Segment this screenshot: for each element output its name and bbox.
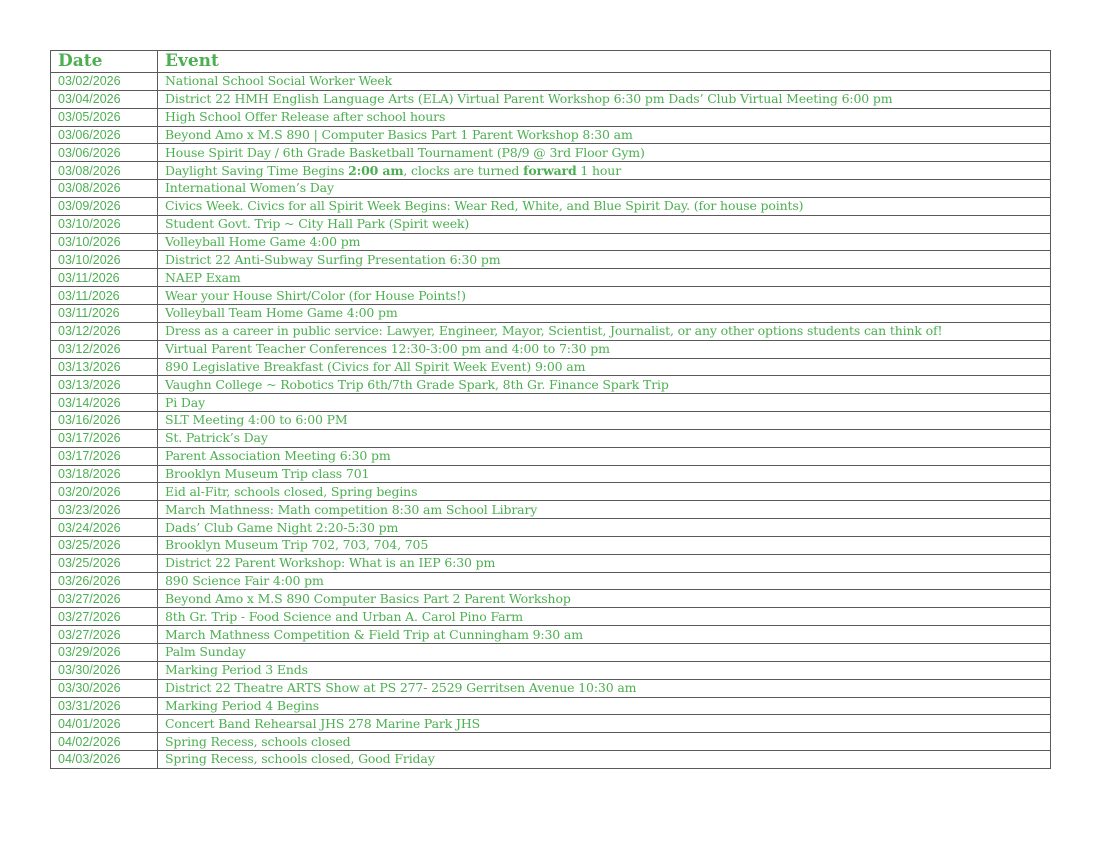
table-row bbox=[51, 715, 1051, 733]
event-text: Virtual Parent Teacher Conferences 12:30-3:00 pm and 4:00 to 7:30 pm bbox=[165, 341, 610, 357]
event-text: Eid al-Fitr, schools closed, Spring begins bbox=[165, 483, 418, 499]
event-date-cell: 03/10/2026 bbox=[51, 233, 158, 251]
event-description-cell bbox=[158, 679, 1051, 697]
table-row bbox=[51, 536, 1051, 554]
event-text: Parent Association Meeting 6:30 pm bbox=[165, 448, 391, 464]
event-text: Wear your House Shirt/Color (for House Points!) bbox=[165, 287, 466, 303]
table-row bbox=[51, 180, 1051, 198]
event-date-cell: 03/11/2026 bbox=[51, 287, 158, 305]
event-date-cell: 03/31/2026 bbox=[51, 697, 158, 715]
event-date-cell: 03/16/2026 bbox=[51, 412, 158, 430]
event-date-cell: 03/06/2026 bbox=[51, 126, 158, 144]
table-row bbox=[51, 483, 1051, 501]
event-description-cell bbox=[158, 554, 1051, 572]
event-date-cell: 03/17/2026 bbox=[51, 447, 158, 465]
table-row bbox=[51, 501, 1051, 519]
event-text: Volleyball Team Home Game 4:00 pm bbox=[165, 305, 398, 321]
event-description-cell bbox=[158, 251, 1051, 269]
event-text: Brooklyn Museum Trip 702, 703, 704, 705 bbox=[165, 537, 429, 553]
table-row bbox=[51, 287, 1051, 305]
event-description-cell bbox=[158, 73, 1051, 91]
event-text: Vaughn College ~ Robotics Trip 6th/7th Grade Spark, 8th Gr. Finance Spark Trip bbox=[165, 376, 669, 392]
event-description-cell bbox=[158, 376, 1051, 394]
event-text: High School Offer Release after school hours bbox=[165, 109, 446, 125]
event-description-cell bbox=[158, 215, 1051, 233]
event-column-header: Event bbox=[158, 51, 1051, 73]
event-text: SLT Meeting 4:00 to 6:00 PM bbox=[165, 412, 348, 428]
event-text: House Spirit Day / 6th Grade Basketball Tournament (P8/9 @ 3rd Floor Gym) bbox=[165, 144, 645, 160]
event-text: Brooklyn Museum Trip class 701 bbox=[165, 465, 370, 481]
event-description-cell bbox=[158, 536, 1051, 554]
table-row bbox=[51, 572, 1051, 590]
event-date-cell: 03/13/2026 bbox=[51, 376, 158, 394]
table-header-row bbox=[51, 51, 1051, 73]
event-date-cell: 03/27/2026 bbox=[51, 590, 158, 608]
event-description-cell bbox=[158, 697, 1051, 715]
event-text: 890 Legislative Breakfast (Civics for All Spirit Week Event) 9:00 am bbox=[165, 358, 586, 374]
event-text: Beyond Amo x M.S 890 Computer Basics Part 2 Parent Workshop bbox=[165, 590, 571, 606]
event-date-cell: 03/10/2026 bbox=[51, 251, 158, 269]
event-text: March Mathness Competition & Field Trip at Cunningham 9:30 am bbox=[165, 626, 583, 642]
event-date-cell: 03/18/2026 bbox=[51, 465, 158, 483]
event-date-cell: 03/26/2026 bbox=[51, 572, 158, 590]
event-date-cell: 03/05/2026 bbox=[51, 108, 158, 126]
event-text: NAEP Exam bbox=[165, 269, 241, 285]
events-calendar-sheet bbox=[50, 50, 1050, 769]
event-date-cell: 03/20/2026 bbox=[51, 483, 158, 501]
table-row bbox=[51, 269, 1051, 287]
event-text: Spring Recess, schools closed, Good Friday bbox=[165, 751, 435, 767]
event-date-cell: 04/01/2026 bbox=[51, 715, 158, 733]
event-text: District 22 Anti-Subway Surfing Presentation 6:30 pm bbox=[165, 251, 501, 267]
table-row bbox=[51, 751, 1051, 769]
table-row bbox=[51, 251, 1051, 269]
event-date-cell: 03/12/2026 bbox=[51, 322, 158, 340]
event-description-cell bbox=[158, 733, 1051, 751]
event-description-cell bbox=[158, 661, 1051, 679]
event-text: Daylight Saving Time Begins bbox=[165, 162, 349, 178]
event-description-cell bbox=[158, 126, 1051, 144]
event-text: Dress as a career in public service: Lawyer, Engineer, Mayor, Scientist, Journalist, or any other options students can think of! bbox=[165, 323, 943, 339]
event-text: District 22 HMH English Language Arts (ELA) Virtual Parent Workshop 6:30 pm Dads’ Club Virtual Meeting 6:00 pm bbox=[165, 91, 893, 107]
event-text: Student Govt. Trip ~ City Hall Park (Spirit week) bbox=[165, 216, 470, 232]
event-text-emphasis: forward bbox=[523, 162, 577, 178]
event-description-cell bbox=[158, 287, 1051, 305]
table-row bbox=[51, 608, 1051, 626]
event-date-cell: 03/30/2026 bbox=[51, 661, 158, 679]
event-description-cell bbox=[158, 751, 1051, 769]
event-text: Palm Sunday bbox=[165, 644, 246, 660]
event-date-cell: 03/08/2026 bbox=[51, 180, 158, 198]
event-date-cell: 03/25/2026 bbox=[51, 536, 158, 554]
table-row bbox=[51, 340, 1051, 358]
table-row bbox=[51, 144, 1051, 162]
event-text: 1 hour bbox=[576, 162, 622, 178]
table-row bbox=[51, 644, 1051, 662]
event-description-cell bbox=[158, 340, 1051, 358]
event-text: Volleyball Home Game 4:00 pm bbox=[165, 234, 361, 250]
table-row bbox=[51, 108, 1051, 126]
event-text: Marking Period 3 Ends bbox=[165, 662, 308, 678]
event-description-cell bbox=[158, 608, 1051, 626]
table-row bbox=[51, 465, 1051, 483]
event-description-cell bbox=[158, 180, 1051, 198]
event-date-cell: 03/12/2026 bbox=[51, 340, 158, 358]
table-row bbox=[51, 697, 1051, 715]
event-description-cell bbox=[158, 412, 1051, 430]
event-date-cell: 03/23/2026 bbox=[51, 501, 158, 519]
event-text: 890 Science Fair 4:00 pm bbox=[165, 573, 324, 589]
table-row bbox=[51, 412, 1051, 430]
event-date-cell: 04/03/2026 bbox=[51, 751, 158, 769]
event-description-cell bbox=[158, 90, 1051, 108]
event-date-cell: 03/17/2026 bbox=[51, 429, 158, 447]
event-description-cell bbox=[158, 644, 1051, 662]
table-row bbox=[51, 554, 1051, 572]
event-date-cell: 03/25/2026 bbox=[51, 554, 158, 572]
event-description-cell bbox=[158, 501, 1051, 519]
event-text: March Mathness: Math competition 8:30 am School Library bbox=[165, 501, 538, 517]
event-text: National School Social Worker Week bbox=[165, 73, 393, 89]
event-date-cell: 03/24/2026 bbox=[51, 519, 158, 537]
event-text: Dads’ Club Game Night 2:20-5:30 pm bbox=[165, 519, 399, 535]
events-table-body bbox=[51, 73, 1051, 769]
event-text: Concert Band Rehearsal JHS 278 Marine Park JHS bbox=[165, 715, 481, 731]
event-description-cell bbox=[158, 465, 1051, 483]
table-row bbox=[51, 322, 1051, 340]
table-row bbox=[51, 73, 1051, 91]
event-date-cell: 03/11/2026 bbox=[51, 269, 158, 287]
event-description-cell bbox=[158, 269, 1051, 287]
table-row bbox=[51, 304, 1051, 322]
table-row bbox=[51, 447, 1051, 465]
event-date-cell: 03/30/2026 bbox=[51, 679, 158, 697]
table-row bbox=[51, 197, 1051, 215]
event-description-cell bbox=[158, 394, 1051, 412]
event-description-cell bbox=[158, 483, 1051, 501]
event-description-cell bbox=[158, 197, 1051, 215]
event-description-cell bbox=[158, 447, 1051, 465]
event-text: , clocks are turned bbox=[403, 162, 524, 178]
table-row bbox=[51, 126, 1051, 144]
event-date-cell: 03/02/2026 bbox=[51, 73, 158, 91]
event-description-cell bbox=[158, 162, 1051, 180]
table-row bbox=[51, 90, 1051, 108]
table-row bbox=[51, 679, 1051, 697]
event-date-cell: 03/13/2026 bbox=[51, 358, 158, 376]
events-table bbox=[50, 50, 1051, 769]
table-row bbox=[51, 661, 1051, 679]
table-row bbox=[51, 233, 1051, 251]
event-date-cell: 03/29/2026 bbox=[51, 644, 158, 662]
event-text: District 22 Theatre ARTS Show at PS 277- 2529 Gerritsen Avenue 10:30 am bbox=[165, 680, 637, 696]
table-row bbox=[51, 429, 1051, 447]
table-row bbox=[51, 162, 1051, 180]
event-date-cell: 03/11/2026 bbox=[51, 304, 158, 322]
event-text: 8th Gr. Trip - Food Science and Urban A. Carol Pino Farm bbox=[165, 608, 524, 624]
table-row bbox=[51, 626, 1051, 644]
event-date-cell: 03/27/2026 bbox=[51, 626, 158, 644]
event-description-cell bbox=[158, 715, 1051, 733]
table-row bbox=[51, 394, 1051, 412]
table-row bbox=[51, 358, 1051, 376]
event-text: International Women’s Day bbox=[165, 180, 334, 196]
event-description-cell bbox=[158, 304, 1051, 322]
event-description-cell bbox=[158, 233, 1051, 251]
event-text: Pi Day bbox=[165, 394, 206, 410]
event-description-cell bbox=[158, 358, 1051, 376]
event-description-cell bbox=[158, 590, 1051, 608]
table-row bbox=[51, 376, 1051, 394]
event-date-cell: 03/14/2026 bbox=[51, 394, 158, 412]
event-text-emphasis: 2:00 am bbox=[348, 162, 404, 178]
event-date-cell: 03/10/2026 bbox=[51, 215, 158, 233]
event-text: District 22 Parent Workshop: What is an IEP 6:30 pm bbox=[165, 555, 496, 571]
event-date-cell: 03/04/2026 bbox=[51, 90, 158, 108]
event-date-cell: 03/09/2026 bbox=[51, 197, 158, 215]
table-row bbox=[51, 215, 1051, 233]
event-description-cell bbox=[158, 144, 1051, 162]
event-description-cell bbox=[158, 429, 1051, 447]
event-description-cell bbox=[158, 626, 1051, 644]
date-column-header: Date bbox=[51, 51, 158, 73]
event-description-cell bbox=[158, 572, 1051, 590]
table-row bbox=[51, 590, 1051, 608]
event-description-cell bbox=[158, 108, 1051, 126]
table-row bbox=[51, 733, 1051, 751]
event-text: Spring Recess, schools closed bbox=[165, 733, 351, 749]
event-text: Beyond Amo x M.S 890 | Computer Basics Part 1 Parent Workshop 8:30 am bbox=[165, 126, 633, 142]
table-row bbox=[51, 519, 1051, 537]
event-description-cell bbox=[158, 519, 1051, 537]
event-text: Civics Week. Civics for all Spirit Week Begins: Wear Red, White, and Blue Spirit Day. (for house points) bbox=[165, 198, 804, 214]
event-text: St. Patrick’s Day bbox=[165, 430, 268, 446]
event-date-cell: 03/27/2026 bbox=[51, 608, 158, 626]
event-description-cell bbox=[158, 322, 1051, 340]
event-date-cell: 03/06/2026 bbox=[51, 144, 158, 162]
event-date-cell: 03/08/2026 bbox=[51, 162, 158, 180]
event-date-cell: 04/02/2026 bbox=[51, 733, 158, 751]
event-text: Marking Period 4 Begins bbox=[165, 697, 320, 713]
